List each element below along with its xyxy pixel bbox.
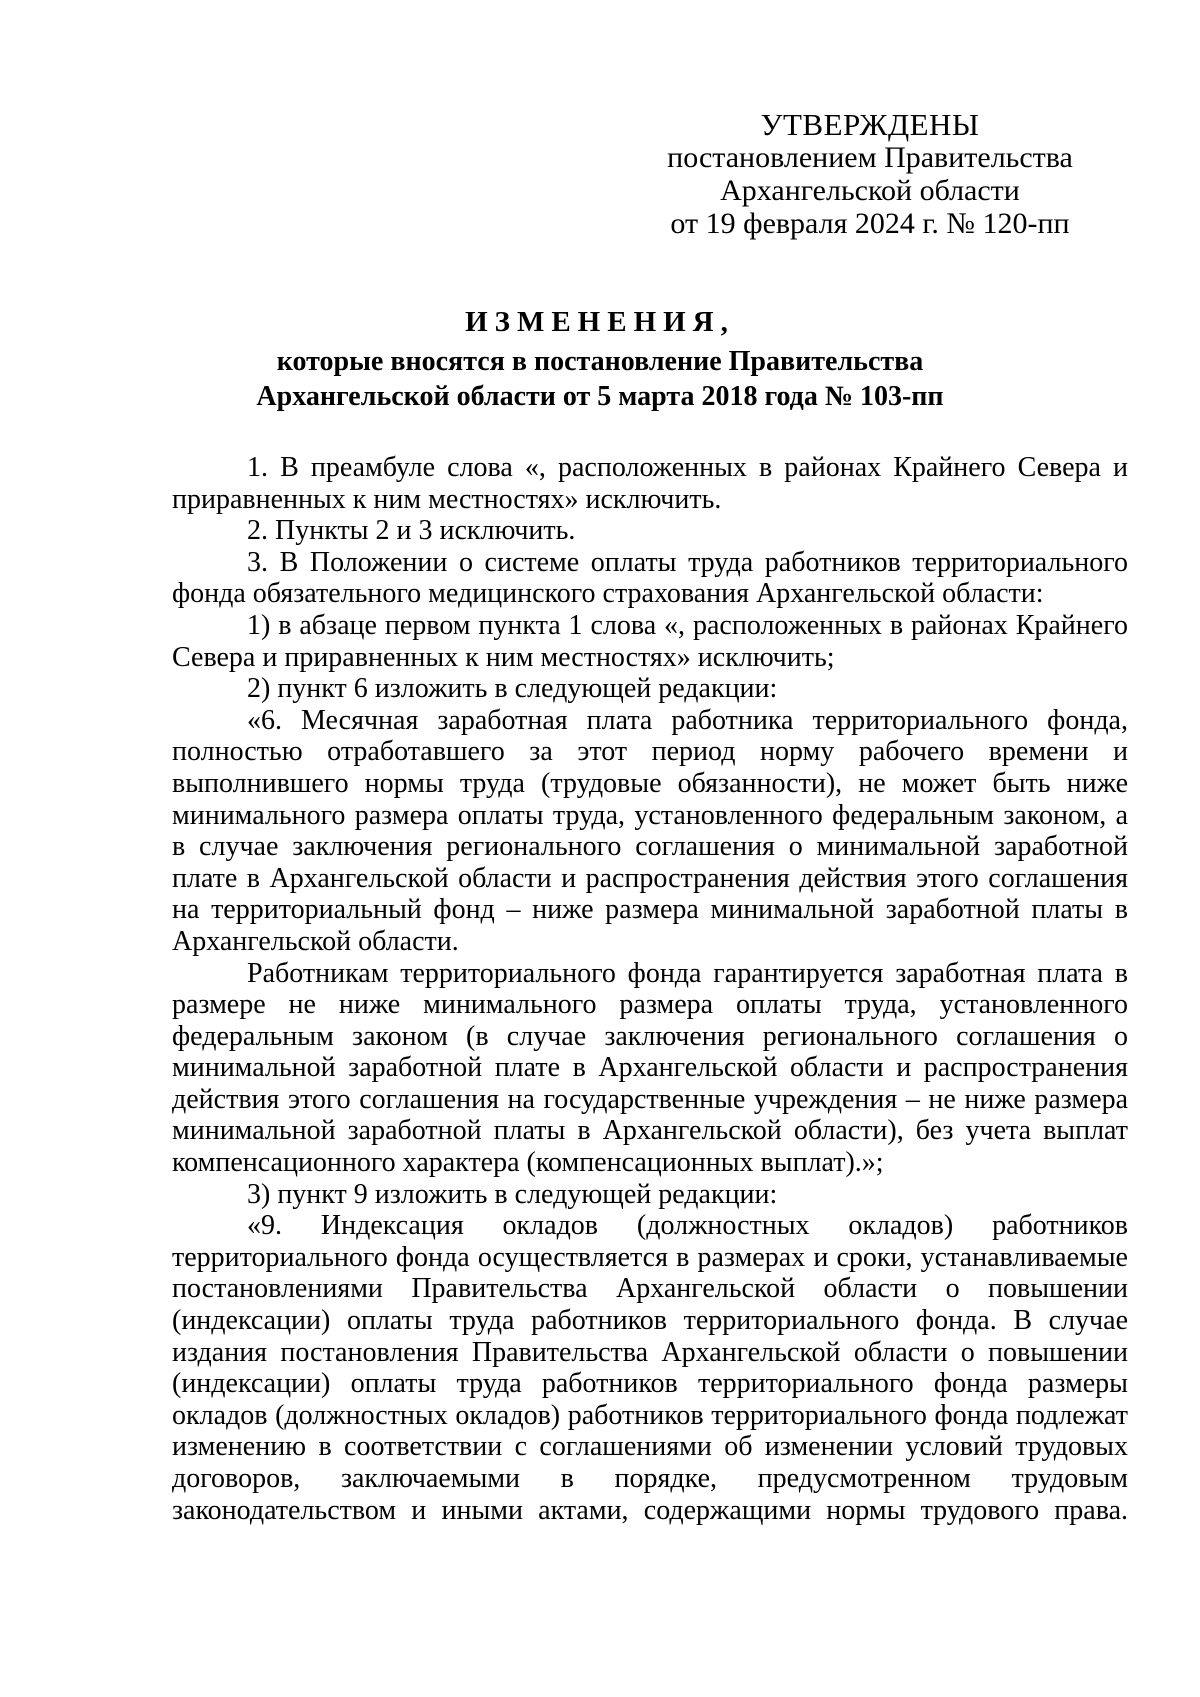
- title-main: ИЗМЕНЕНИЯ,: [465, 306, 735, 338]
- quoted-clause-9: «9. Индексация окладов (должностных окладов) работников территориального фонда осуществляется в размерах и сроки, устанавливаемые постановлениями Правительства Архангельской области о повышении (индексации) оплаты труда работников территориального фонда. В случае издания постановления Правительства Архангельской области о повышении (индексации) оплаты труда работников территориального фонда размеры окладов (должностных окладов) работников территориального фонда подлежат изменению в соответствии с соглашениями об изменении условий трудовых договоров, заключаемыми в порядке, предусмотренном трудовым законодательством и иными актами, содержащими нормы трудового права.: [172, 1210, 1128, 1526]
- approval-line-2: Архангельской области: [720, 174, 1020, 207]
- paragraph-3-3: 3) пункт 9 изложить в следующей редакции:: [247, 1178, 778, 1210]
- quoted-clause-6-part-2: Работникам территориального фонда гарантируется заработная плата в размере не ниже минимального размера оплаты труда, установленного федеральным законом (в случае заключения регионального соглашения о минимальной заработной плате в Архангельской области и распространения действия этого соглашения на государственные учреждения – не ниже размера минимальной заработной платы в Архангельской области), без учета выплат компенсационного характера (компенсационных выплат).»;: [172, 957, 1128, 1179]
- document-title: [160, 305, 1040, 414]
- title-line-2: Архангельской области от 5 марта 2018 года № 103-пп: [256, 381, 944, 412]
- paragraph-3: 3. В Положении о системе оплаты труда работников территориального фонда обязательного медицинского страхования Архангельской области:: [172, 546, 1128, 610]
- approval-heading: УТВЕРЖДЕНЫ: [760, 107, 980, 142]
- approval-line-1: постановлением Правительства: [667, 141, 1073, 174]
- paragraph-1: 1. В преамбуле слова «, расположенных в районах Крайнего Севера и приравненных к ним местностях» исключить.: [172, 452, 1128, 515]
- paragraph-3-2: 2) пункт 6 изложить в следующей редакции:: [247, 673, 778, 705]
- approval-line-3: от 19 февраля 2024 г. № 120-пп: [670, 207, 1070, 240]
- title-line-1: которые вносятся в постановление Правительства: [276, 346, 924, 377]
- quoted-clause-6: «6. Месячная заработная плата работника территориального фонда, полностью отработавшего за этот период норму рабочего времени и выполнившего нормы труда (трудовые обязанности), не может быть ниже минимального размера оплаты труда, установленного федеральным законом, а в случае заключения регионального соглашения о минимальной заработной плате в Архангельской области и распространения действия этого соглашения на территориальный фонд – ниже размера минимальной заработной платы в Архангельской области.: [172, 704, 1128, 957]
- document-body: [172, 452, 1128, 1526]
- approval-stamp: [640, 108, 1100, 240]
- paragraph-3-1: 1) в абзаце первом пункта 1 слова «, расположенных в районах Крайнего Севера и приравненных к ним местностях» исключить;: [172, 609, 1128, 673]
- paragraph-2: 2. Пункты 2 и 3 исключить.: [247, 515, 576, 547]
